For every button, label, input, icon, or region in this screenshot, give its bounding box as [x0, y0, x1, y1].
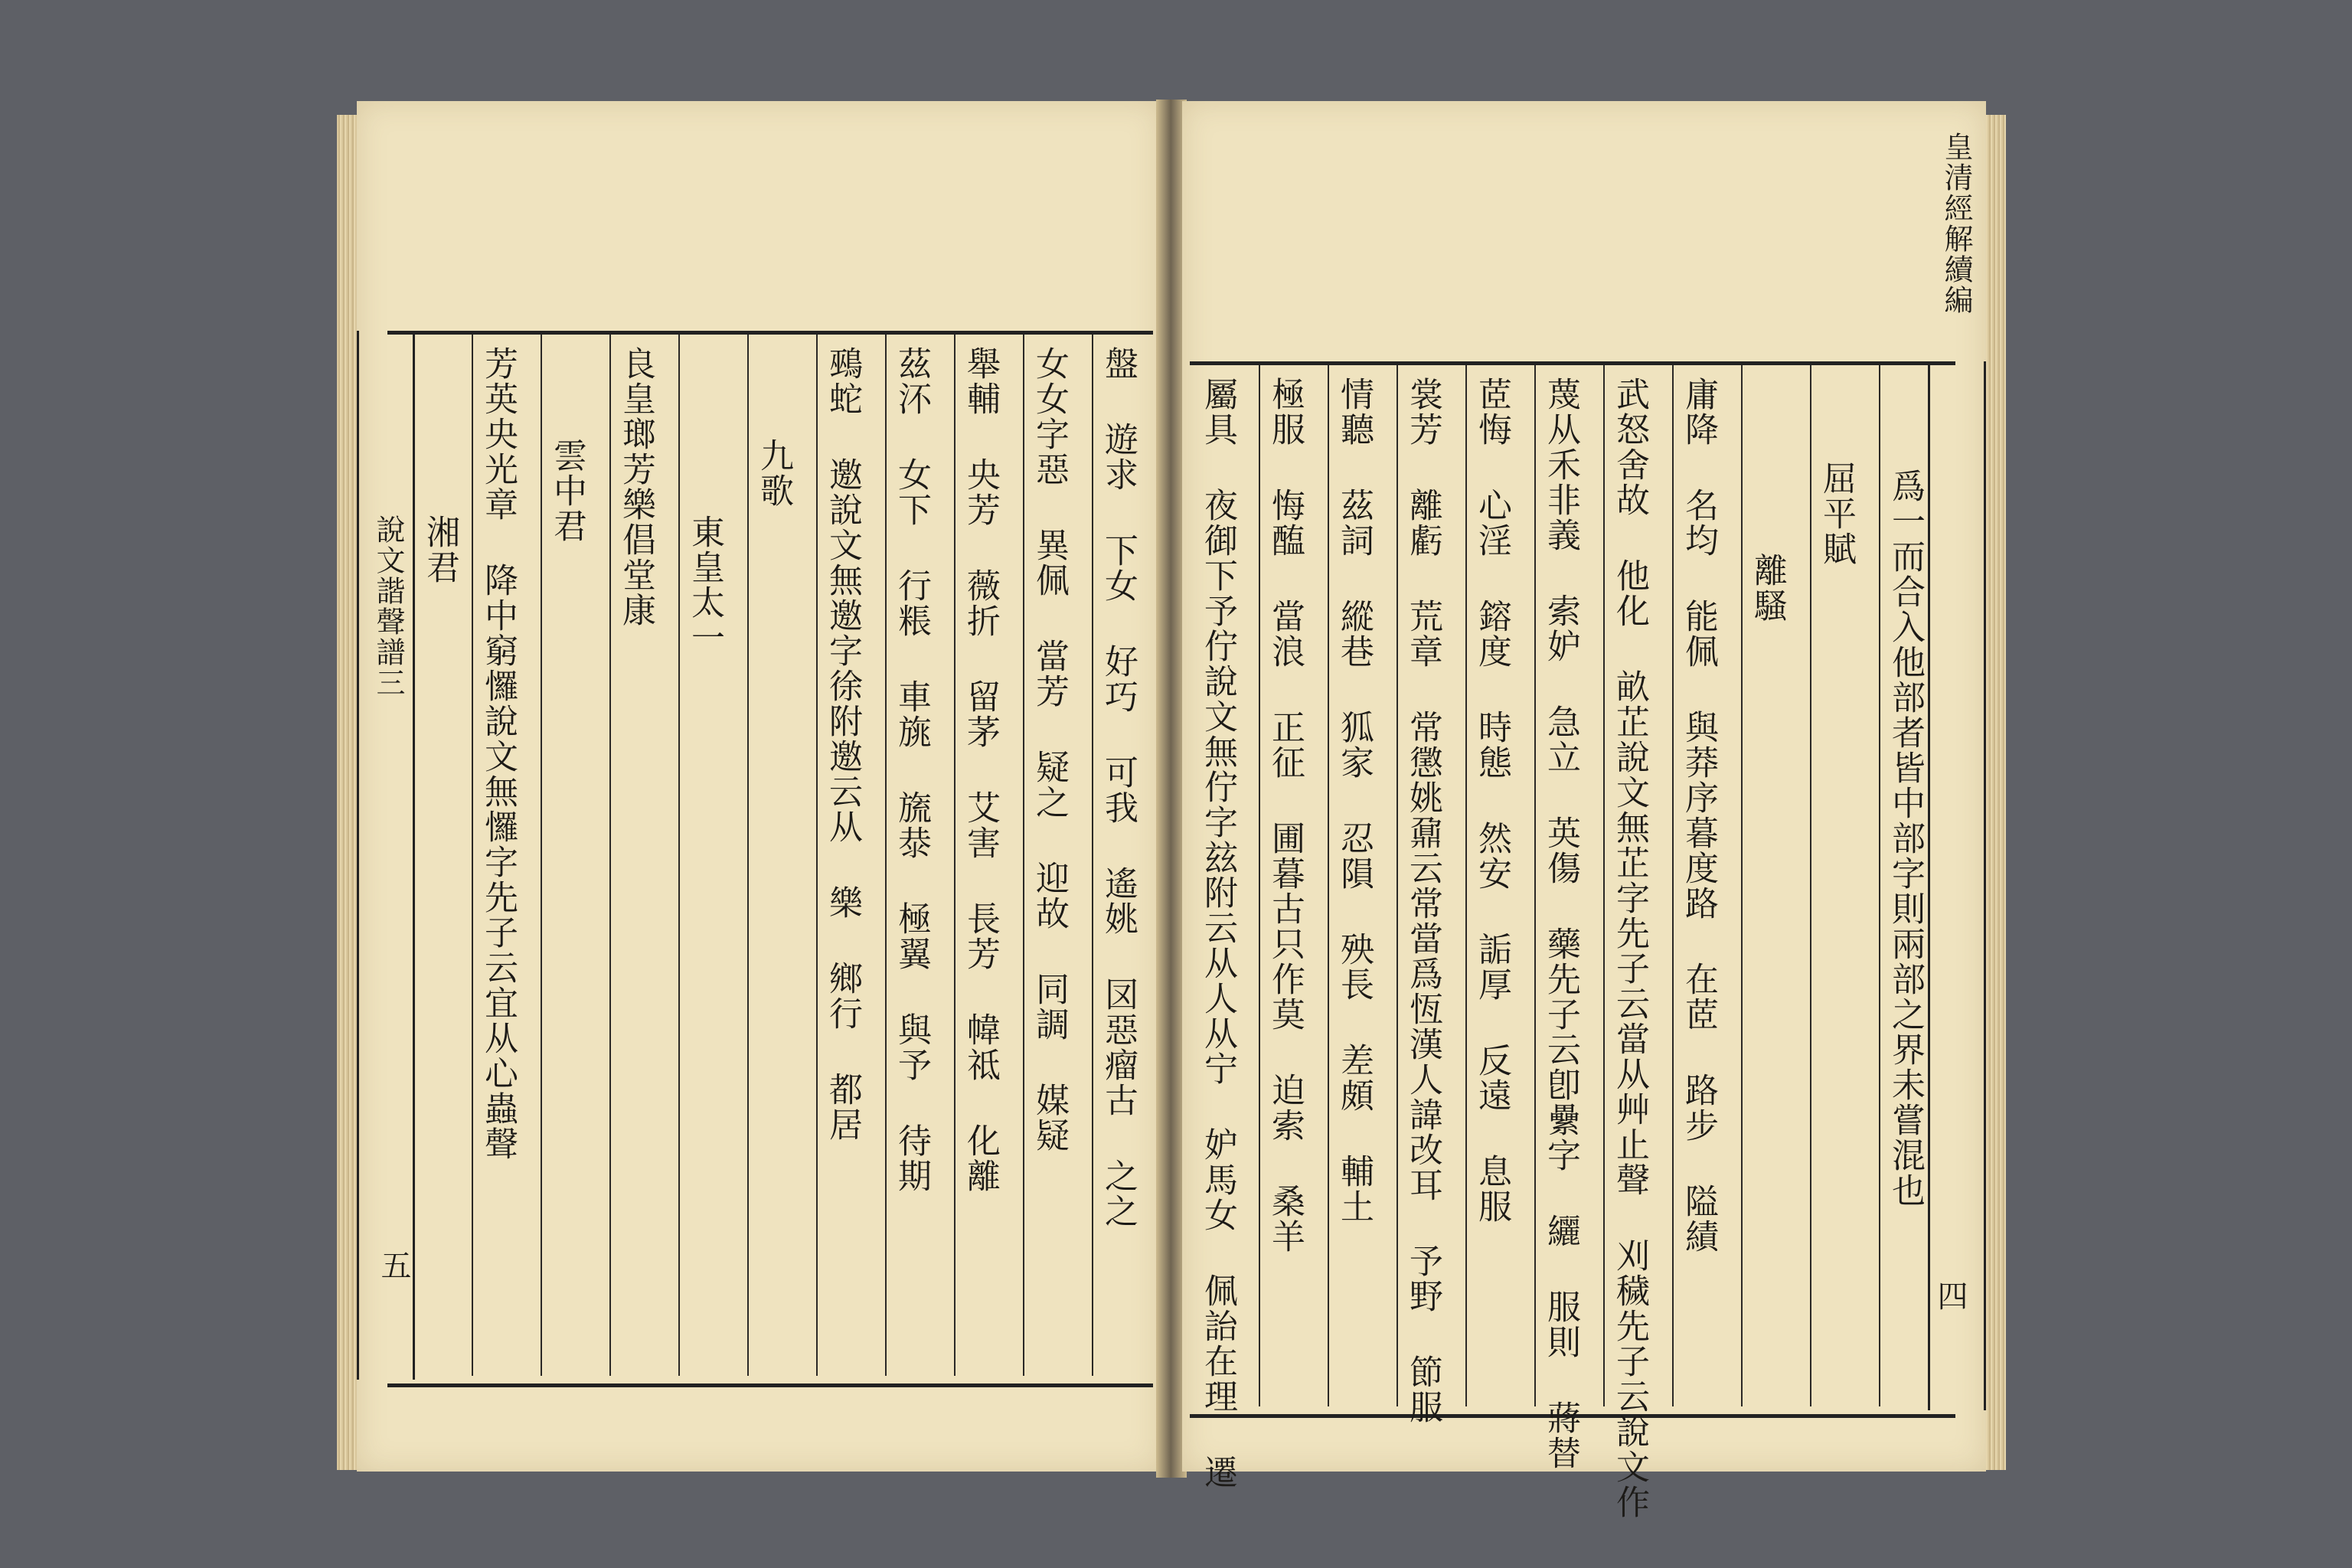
column-rule	[1741, 365, 1743, 1406]
right-page	[1182, 101, 1986, 1520]
column-rule	[816, 335, 818, 1376]
column-rule	[1092, 335, 1093, 1376]
right-col-5: 武怒舍故 他化 畝芷說文無芷字先子云當从艸止聲 刈穢先子云說文作	[1610, 377, 1649, 1520]
column-rule	[747, 335, 749, 1376]
column-rule	[1534, 365, 1536, 1406]
left-col-10: 芳英央光章 降中窮㦬說文無㦬字先子云宜从心蟲聲	[479, 346, 518, 1161]
left-col-6: 九歌	[754, 438, 793, 508]
column-rule	[1603, 365, 1605, 1406]
column-rule	[954, 335, 956, 1376]
column-rule	[1396, 365, 1398, 1406]
right-col-6: 蔑从禾非義 索妒 急立 英傷 藥先子云卽纍字 纚 服則 蔣替	[1541, 377, 1580, 1471]
left-col-8: 良皇瑯芳樂倡堂康	[616, 346, 655, 628]
left-margin-title: 說文諧聲譜三	[371, 514, 405, 698]
left-page-number: 五	[376, 1250, 411, 1282]
column-rule	[1879, 365, 1880, 1406]
right-page-number: 四	[1932, 1280, 1968, 1312]
column-rule	[541, 335, 542, 1376]
right-col-2: 屈平賦	[1817, 461, 1856, 567]
left-page	[357, 101, 1161, 1472]
right-col-9: 情聽 茲詞 縱巷 狐家 忍隕 殃長 差頗 輔土	[1334, 377, 1374, 1224]
left-col-4: 茲㳅 女下 行粻 車旐 旒㳟 極翼 與予 待期	[892, 346, 931, 1194]
left-col-9: 雲中君	[547, 438, 586, 544]
right-col-1: 爲一而合入他部者皆中部字則兩部之界未嘗混也	[1886, 469, 1925, 1208]
column-rule	[609, 335, 611, 1376]
right-col-8: 裳芳 離虧 荒章 常懲姚鼐云常當爲恆漢人諱改耳 予野 節服	[1403, 377, 1442, 1425]
column-rule	[678, 335, 680, 1376]
column-rule	[885, 335, 887, 1376]
column-rule	[1465, 365, 1467, 1406]
left-col-1: 盤 遊求 下女 好巧 可我 遙姚 㘝惡瘤古 之之	[1099, 346, 1138, 1229]
left-col-5: 鵐蛇 邀說文無邀字徐附邀云从 樂 鄉行 都居	[823, 346, 862, 1142]
left-col-3: 舉輔 央芳 薇折 留茅 艾害 長芳 幃祗 化離	[961, 346, 1000, 1194]
right-col-4: 庸降 名均 能佩 與莽序暮度路 在茝 路步 隘績	[1679, 377, 1718, 1254]
open-book	[337, 92, 2006, 1520]
right-col-11: 屬具 夜御下予佇說文無佇字玆附云从人从宁 妒馬女 佩詒在理 遷	[1198, 377, 1237, 1490]
right-margin-strip	[1928, 361, 1986, 1410]
right-margin-title: 皇清經解續編	[1939, 132, 1973, 315]
right-col-10: 極服 悔醢 當浪 正征 圃暮古只作莫 迫索 桑羊	[1266, 377, 1305, 1254]
left-col-7: 東皇太一	[685, 514, 724, 655]
right-col-7: 茝悔 心淫 鎔度 時態 然安 詬厚 反遠 息服	[1472, 377, 1511, 1224]
column-rule	[1672, 365, 1674, 1406]
left-margin-strip	[357, 331, 415, 1380]
right-col-3: 離騷	[1748, 553, 1787, 623]
column-rule	[472, 335, 473, 1376]
column-rule	[1810, 365, 1811, 1406]
left-col-2: 女女字惡 異佩 當芳 疑之 迎故 同調 媒疑	[1030, 346, 1069, 1153]
column-rule	[1023, 335, 1024, 1376]
left-col-11: 湘君	[420, 514, 459, 585]
column-rule	[1259, 365, 1260, 1406]
column-rule	[1328, 365, 1329, 1406]
